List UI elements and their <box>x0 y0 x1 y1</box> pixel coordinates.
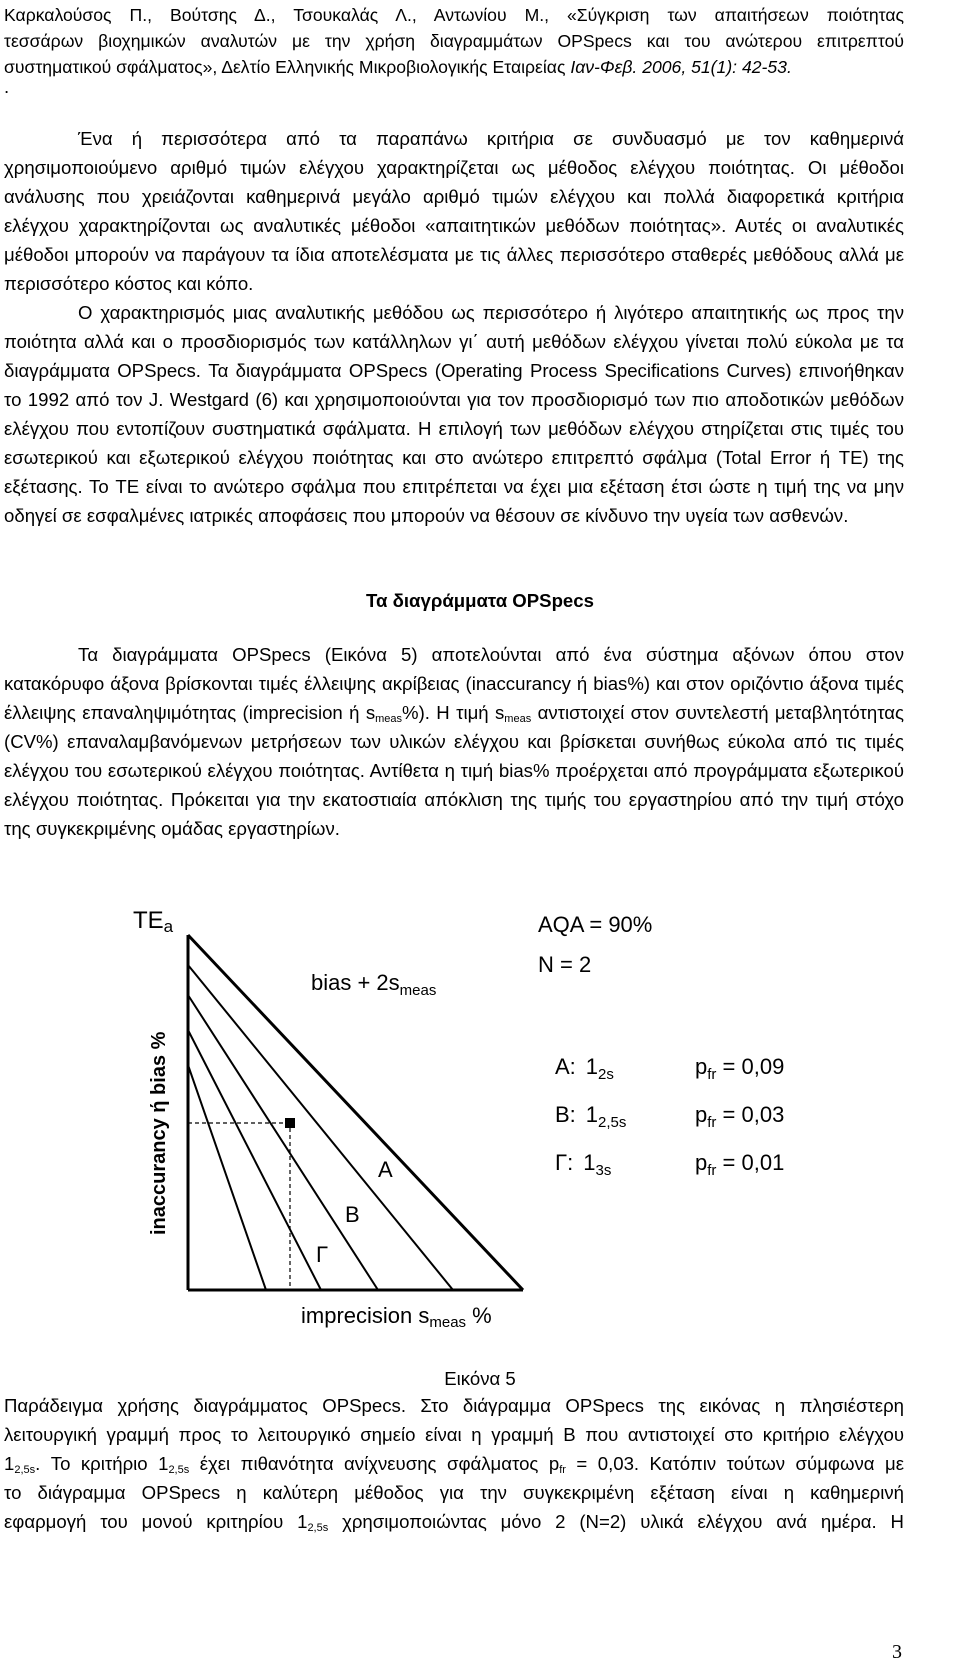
aqa-label: AQA = 90% <box>538 912 653 937</box>
paragraph-2-line: ελέγχου που εντοπίζουν συστηματικά σφάλματα. Η επιλογή των μεθόδων ελέγχου στηρίζεται στις τιμές του <box>4 418 904 439</box>
paragraph-2-line: οδηγεί σε εσφαλμένες ιατρικές αποφάσεις που μπορούν να θέσουν σε κίνδυνο την υγεία των ασθενών. <box>4 505 849 526</box>
paragraph-1-line: Ένα ή περισσότερα από τα παραπάνω κριτήρια σε συνδυασμό με τον καθημερινά <box>78 128 904 149</box>
rule-g: Γ: $1_{3s}$ $p_{fr} = 0,01$ <box>555 1150 785 1179</box>
line-label-b: B <box>345 1202 360 1227</box>
paragraph-3-line: κατακόρυφο άξονα βρίσκονται τιμές έλλειψης ακρίβειας (inaccurancy ή bias%) και στον οριζόντιο άξονα τιμές <box>4 673 904 694</box>
n-label: N = 2 <box>538 952 592 977</box>
paragraph-2-line: εσωτερικού και εξωτερικού ελέγχου ποιότητας και στο ανώτερο επιτρεπτό σφάλμα (Total Error ή TE) της <box>4 447 904 468</box>
reference-line-2: τεσσάρων βιοχημικών αναλυτών με την χρήση διαγραμμάτων OPSpecs και του ανώτερου επιτρεπτού <box>4 31 904 51</box>
x-axis-label: imprecision smeas % <box>301 1303 492 1330</box>
paragraph-1-line: χρησιμοποιούμενο αριθμό τιμών ελέγχου χαρακτηρίζεται ως μέθοδος ελέγχου ποιότητας. Οι μέθοδοι <box>4 157 904 178</box>
reference-issue: Ιαν-Φεβ. 2006, 51(1): 42-53. <box>570 57 792 77</box>
paragraph-3-line: ελέγχου ποιότητας. Πρόκειται για την εκατοστιαία απόκλιση της τιμής του εργαστηρίου από την τιμή στόχο <box>4 789 904 810</box>
caption-line: εφαρμογή του μονού κριτηρίου $1_{2,5s}$ χρησιμοποιώντας μόνο 2 (N=2) υλικά ελέγχου ανά ημέρα. Η <box>4 1511 904 1534</box>
section-heading: Τα διαγράμματα OPSpecs <box>366 590 594 611</box>
reference-line-3: συστηματικού σφάλματος», Δελτίο Ελληνικής Μικροβιολογικής Εταιρείας Ιαν-Φεβ. 2006, 51(1): 42-53. <box>4 57 792 77</box>
paragraph-3-line: Τα διαγράμματα OPSpecs (Εικόνα 5) αποτελούνται από ένα σύστημα αξόνων όπου στον <box>78 644 904 665</box>
caption-line: Παράδειγμα χρήσης διαγράμματος OPSpecs. Στο διάγραμμα OPSpecs της εικόνας η πλησιέστερη <box>4 1395 904 1416</box>
paragraph-2-line: ποιότητα αλλά και ο προσδιορισμός των κατάλληλων γι΄ αυτή μεθόδων ελέγχου γίνεται πολύ εύκολα με τα <box>4 331 904 352</box>
reference-dot: . <box>4 76 10 97</box>
page-number: 3 <box>892 1641 902 1663</box>
paragraph-2-line: διαγράμματα OPSpecs. Τα διαγράμματα OPSpecs (Operating Process Specifications Curves) επινοήθηκαν <box>4 360 904 381</box>
figure-caption-title: Εικόνα 5 <box>444 1368 516 1389</box>
paragraph-3-line: (CV%) επαναλαμβανόμενων μετρήσεων των υλικών ελέγχου και βρίσκεται συνήθως εύκολα από τις τιμές <box>4 731 904 752</box>
paragraph-1-line: περισσότερο κόστος και κόπο. <box>4 273 254 294</box>
paragraph-2-line: Ο χαρακτηρισμός μιας αναλυτικής μεθόδου ως περισσότερο ή λιγότερο απαιτητικής ως προς την <box>78 302 904 323</box>
rule-a: A: $1_{2s}$ $p_{fr} = 0,09$ <box>555 1054 785 1083</box>
opspecs-line-b <box>188 1030 321 1290</box>
line-label-a: A <box>378 1157 393 1182</box>
operating-point <box>285 1118 295 1128</box>
bias-2s-label: bias + $2s_{meas}$ <box>311 970 437 999</box>
opspecs-diagram <box>123 890 823 1330</box>
paragraph-1-line: ελέγχου χαρακτηρίζονται ως αναλυτικές μέθοδοι «απαιτητικών μεθόδων ποιότητας». Αυτές οι αναλυτικές <box>4 215 904 236</box>
paragraph-3-line: της συγκεκριμένης ομάδας εργαστηρίων. <box>4 818 340 839</box>
caption-line: λειτουργική γραμμή προς το λειτουργικό σημείο είναι η γραμμή Β που αντιστοιχεί στο κριτήριο ελέγχου <box>4 1424 904 1445</box>
paragraph-3-line: έλλειψης επαναληψιμότητας (imprecision ή $s_{meas}\%$). Η τιμή $s_{meas}$ αντιστοιχεί στον συντελεστή μεταβλητότητας <box>4 702 904 725</box>
opspecs-line-a <box>188 995 378 1290</box>
y-axis-top-label: TEa <box>133 907 174 936</box>
paragraph-3-line: ελέγχου του εσωτερικού ελέγχου ποιότητας. Αντίθετα η τιμή bias% προέρχεται από προγράμματα εξωτερικού <box>4 760 904 781</box>
y-axis-label: inaccurancy ή bias % <box>148 1031 170 1235</box>
paragraph-2-line: εξέτασης. Το TE είναι το ανώτερο σφάλμα που επιτρέπεται να έχει μια εξέταση έτσι ώστε η τιμή της να μην <box>4 476 904 497</box>
caption-line: $1_{2,5s}$. Το κριτήριο $1_{2,5s}$ έχει πιθανότητα ανίχνευσης σφάλματος $p_{fr} = 0,03$. Κατόπιν τούτων σύμφωνα με <box>4 1453 904 1476</box>
paragraph-1-line: ανάλυσης που χρειάζονται καθημερινά μεγάλο αριθμό τιμών ελέγχου και πολλά διαφορετικά κριτήρια <box>4 186 904 207</box>
paragraph-2-line: το 1992 από τον J. Westgard (6) και χρησιμοποιούνται για τον προσδιορισμό των πιο αποδοτικών μεθόδων <box>4 389 904 410</box>
caption-line: το διάγραμμα OPSpecs η καλύτερη μέθοδος για την συγκεκριμένη εξέταση είναι η καθημερινή <box>4 1482 904 1503</box>
opspecs-figure <box>123 890 823 1330</box>
line-label-g: Γ <box>316 1242 329 1267</box>
paragraph-1-line: μέθοδοι μπορούν να παράγουν τα ίδια αποτελέσματα με τις άλλες περισσότερο σταθερές μεθόδους αλλά με <box>4 244 904 265</box>
rule-b: B: $1_{2,5s}$ $p_{fr} = 0,03$ <box>555 1102 785 1131</box>
reference-line-1: Καρκαλούσος Π., Βούτσης Δ., Τσουκαλάς Λ., Αντωνίου Μ., «Σύγκριση των απαιτήσεων ποιότητας <box>4 5 904 25</box>
